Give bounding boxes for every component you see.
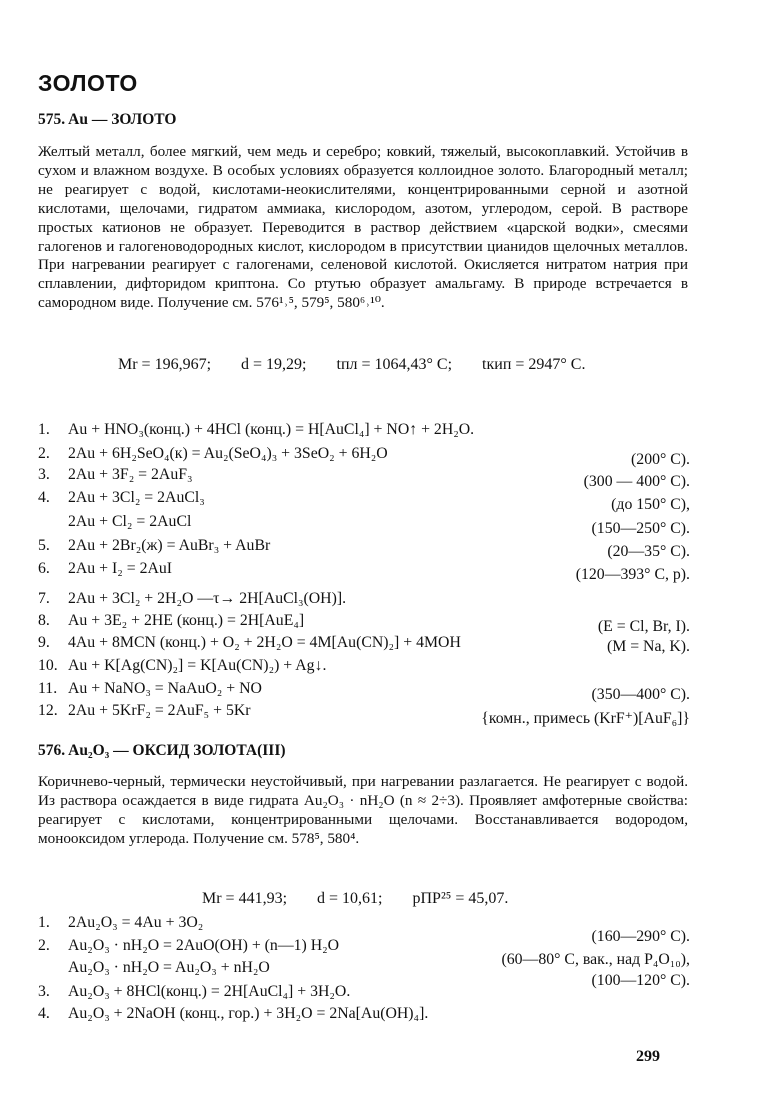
constant-molar-mass: Mr = 441,93; — [202, 890, 288, 907]
reaction-number: 10. — [38, 657, 58, 674]
reaction-equation: Au + 3E₂ + 2HE (конц.) = 2H[AuE₄] — [68, 612, 305, 629]
reaction-equation: Au + K[Ag(CN)₂] = K[Au(CN)₂) + Ag↓. — [68, 657, 327, 674]
reaction-equation: 2Au₂O₃ = 4Au + 3O₂ — [68, 914, 204, 931]
reaction-number: 1. — [38, 421, 50, 438]
reaction-equation: 2Au + 3Cl₂ = 2AuCl₃ — [68, 489, 205, 506]
reaction-equation: 2Au + 3Cl₂ + 2H₂O ―τ→ 2H[AuCl₃(OH)]. — [68, 590, 347, 607]
reaction-number: 4. — [38, 489, 50, 506]
reaction-575-9 — [38, 634, 690, 654]
reaction-condition: (150—250° C). — [591, 520, 690, 537]
reaction-575-5 — [38, 537, 690, 560]
section-title: ЗОЛОТО — [38, 70, 138, 96]
reaction-condition: {комн., примесь (KrF⁺)[AuF₆]} — [481, 710, 690, 727]
reaction-equation: 2Au + I₂ = 2AuI — [68, 560, 173, 577]
reaction-576-4 — [38, 1005, 690, 1025]
reaction-575-3 — [38, 466, 690, 490]
reaction-condition: (M = Na, K). — [606, 638, 690, 655]
reaction-number: 7. — [38, 590, 50, 607]
reaction-575-12 — [38, 702, 690, 727]
reaction-576-1 — [38, 914, 690, 945]
reaction-condition: (60—80° C, вак., над P₄O₁₀), — [501, 951, 690, 968]
reaction-equation: 2Au + 5KrF₂ = 2AuF₅ + 5Kr — [68, 702, 251, 719]
reaction-equation: 2Au + 2Br₂(ж) = AuBr₃ + AuBr — [68, 537, 271, 554]
reaction-number: 3. — [38, 983, 50, 1000]
reaction-number: 9. — [38, 634, 50, 651]
reaction-number: 8. — [38, 612, 50, 629]
reaction-575-11 — [38, 680, 690, 703]
reaction-condition: (300 — 400° C). — [583, 473, 690, 490]
reaction-number: 2. — [38, 937, 50, 954]
entry-576-heading: 576. Au₂O₃ — ОКСИД ЗОЛОТА(III) — [38, 742, 286, 759]
reaction-number: 5. — [38, 537, 50, 554]
reaction-number: 12. — [38, 702, 58, 719]
reaction-number: 11. — [38, 680, 58, 697]
reaction-condition: (100—120° C). — [591, 972, 690, 989]
reaction-575-7 — [38, 590, 690, 610]
reaction-575-8 — [38, 612, 690, 635]
reaction-575-10 — [38, 657, 690, 677]
reaction-equation: 4Au + 8MCN (конц.) + O₂ + 2H₂O = 4M[Au(CN)₂] + 4MOH — [68, 634, 461, 651]
reaction-condition: (до 150° C), — [611, 496, 690, 513]
reaction-576-2b — [38, 959, 690, 989]
reaction-equation: Au + NaNO₃ = NaAuO₂ + NO — [68, 680, 262, 697]
reaction-number: 1. — [38, 914, 50, 931]
reaction-equation: Au₂O₃ · nH₂O = Au₂O₃ + nH₂O — [68, 959, 270, 976]
reaction-575-2 — [38, 445, 690, 468]
constant-melting-point: tпл = 1064,43° C; — [336, 356, 453, 373]
reaction-number: 6. — [38, 560, 50, 577]
reaction-condition: (350—400° C). — [591, 686, 690, 703]
reaction-equation: Au₂O₃ + 2NaOH (конц., гор.) + 3H₂O = 2Na[Au(OH)₄]. — [68, 1005, 429, 1022]
constant-molar-mass: Mr = 196,967; — [118, 356, 212, 373]
reaction-equation: Au + HNO₃(конц.) + 4HCl (конц.) = H[AuCl₄] + NO↑ + 2H₂O. — [68, 421, 475, 438]
reaction-576-3 — [38, 983, 690, 1003]
constant-density: d = 10,61; — [317, 890, 383, 907]
reaction-condition: (200° C). — [631, 451, 690, 468]
page-number: 299 — [636, 1048, 660, 1065]
reaction-condition: (E = Cl, Br, I). — [597, 618, 690, 635]
reaction-equation: 2Au + 6H₂SeO₄(к) = Au₂(SeO₄)₃ + 3SeO₂ + 6H₂O — [68, 445, 388, 462]
reaction-condition: (120—393° C, p). — [575, 566, 690, 583]
reaction-number: 4. — [38, 1005, 50, 1022]
reaction-575-4 — [38, 489, 690, 513]
constant-boiling-point: tкип = 2947° C. — [482, 356, 586, 373]
constant-density: d = 19,29; — [241, 356, 307, 373]
reaction-equation: 2Au + 3F₂ = 2AuF₃ — [68, 466, 193, 483]
reaction-number: 3. — [38, 466, 50, 483]
constant-solubility-product: pПР²⁵ = 45,07. — [412, 890, 509, 907]
reaction-575-1 — [38, 421, 690, 441]
reaction-equation: 2Au + Cl₂ = 2AuCl — [68, 513, 192, 530]
entry-575-constants — [118, 356, 611, 374]
reaction-equation: Au₂O₃ + 8HCl(конц.) = 2H[AuCl₄] + 3H₂O. — [68, 983, 351, 1000]
entry-576-description: Коричнево-черный, термически неустойчивый, при нагревании разлагается. Не реагирует с водой. Из раствора осаждается в виде гидрата Au₂O₃ · nH₂O (n ≈ 2÷3). Проявляет амфотерные свойства: реагирует с кислотами, концентрированными щелочами. Восстанавливается водородом, монооксидом углерода. Получение см. 578⁵, 580⁴. — [38, 773, 688, 847]
reaction-575-6 — [38, 560, 690, 583]
reaction-575-4b — [38, 513, 690, 537]
entry-576-constants — [202, 890, 534, 908]
entry-575-heading: 575. Au — ЗОЛОТО — [38, 111, 177, 128]
reaction-equation: Au₂O₃ · nH₂O = 2AuO(OH) + (n—1) H₂O — [68, 937, 340, 954]
reaction-condition: (160—290° C). — [591, 928, 690, 945]
reaction-number: 2. — [38, 445, 50, 462]
entry-575-description: Желтый металл, более мягкий, чем медь и серебро; ковкий, тяжелый, высокоплавкий. Устойчив в сухом и влажном воздухе. В особых условиях образуется коллоидное золото. Благородный металл; не реагирует с водой, кислотами-неокислителями, концентрированными серной и азотной кислотами, щелочами, гидратом аммиака, кислородом, азотом, углеродом, серой. В растворе простых катионов не образует. Переводится в раствор действием «царской водки», смесями галогенов и галогеноводородных кислот, кислородом в присутствии цианидов щелочных металлов. При нагревании реагирует с галогенами, селеновой кислотой. Окисляется нитратом натрия при сплавлении, дифторидом криптона. Со ртутью образует амальгаму. В природе встречается в самородном виде. Получение см. 576¹˒⁵, 579⁵, 580⁶˒¹⁰. — [38, 143, 688, 312]
reaction-condition: (20—35° C). — [607, 543, 690, 560]
